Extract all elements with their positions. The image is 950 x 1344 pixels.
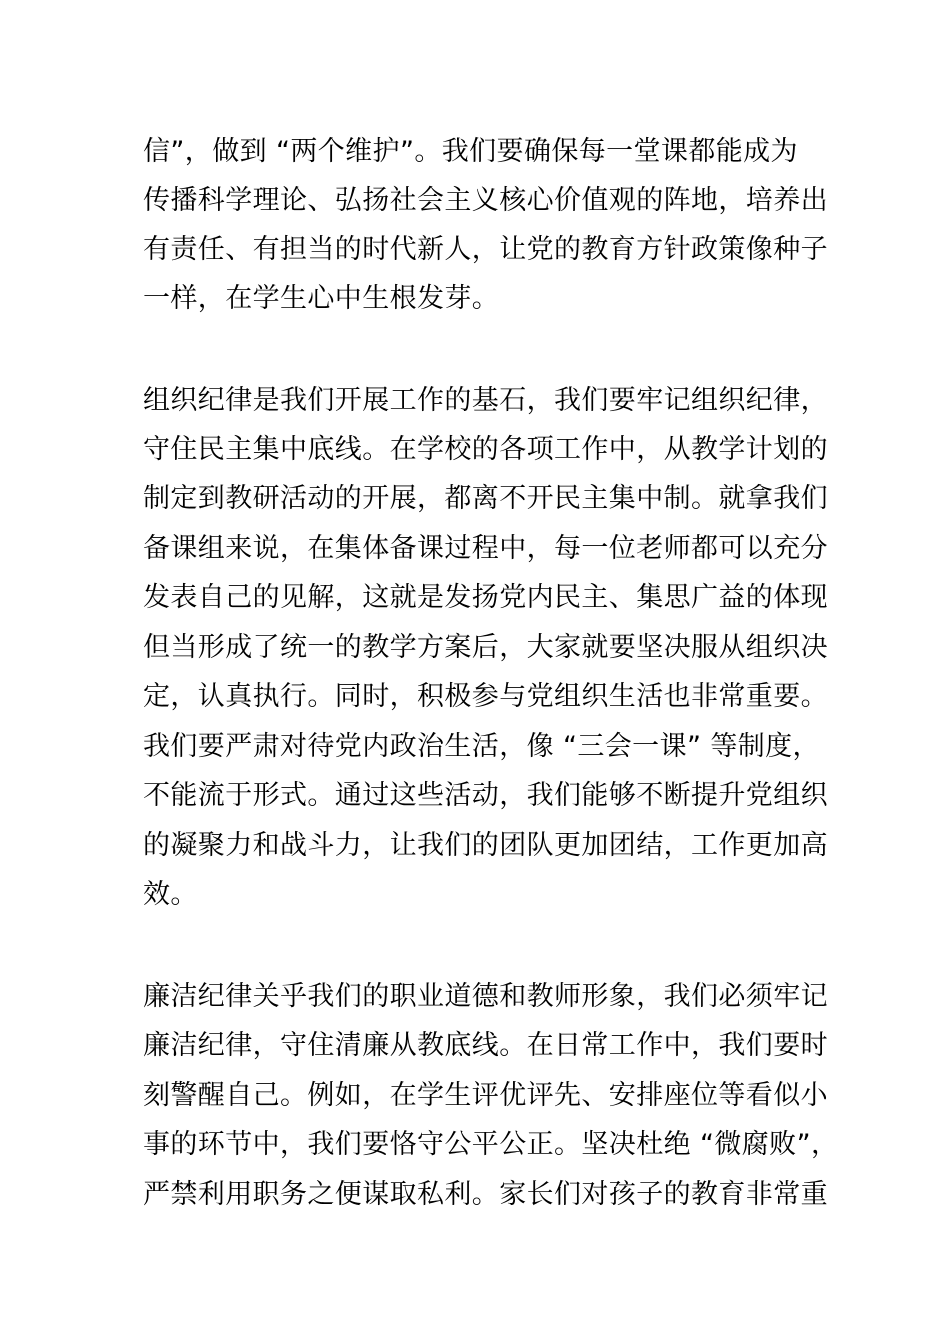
text-line: 但当形成了统一的教学方案后，大家就要坚决服从组织决 <box>143 632 828 663</box>
text-line: 守住民主集中底线。在学校的各项工作中，从教学计划的 <box>143 434 828 465</box>
text-line: 刻警醒自己。例如，在学生评优评先、安排座位等看似小 <box>143 1080 828 1111</box>
text-line: 的凝聚力和战斗力，让我们的团队更加团结，工作更加高 <box>143 830 828 861</box>
text-line: 组织纪律是我们开展工作的基石，我们要牢记组织纪律， <box>143 385 828 416</box>
text-line: 我们要严肃对待党内政治生活，像 “三会一课” 等制度， <box>143 731 820 762</box>
text-line: 传播科学理论、弘扬社会主义核心价值观的阵地，培养出 <box>143 185 828 216</box>
text-line: 制定到教研活动的开展，都离不开民主集中制。就拿我们 <box>143 483 828 514</box>
text-line: 严禁利用职务之便谋取私利。家长们对孩子的教育非常重 <box>143 1179 828 1210</box>
text-line: 备课组来说，在集体备课过程中，每一位老师都可以充分 <box>143 533 828 564</box>
text-line: 定，认真执行。同时，积极参与党组织生活也非常重要。 <box>143 681 828 712</box>
text-line: 一样，在学生心中生根发芽。 <box>143 283 500 314</box>
text-line: 廉洁纪律，守住清廉从教底线。在日常工作中，我们要时 <box>143 1030 828 1061</box>
text-line: 事的环节中，我们要恪守公平公正。坚决杜绝 “微腐败”， <box>143 1129 839 1160</box>
text-line: 廉洁纪律关乎我们的职业道德和教师形象，我们必须牢记 <box>143 981 828 1012</box>
text-line: 发表自己的见解，这就是发扬党内民主、集思广益的体现 <box>143 582 828 613</box>
text-line: 信”，做到 “两个维护”。我们要确保每一堂课都能成为 <box>143 136 798 167</box>
text-line: 效。 <box>143 879 198 910</box>
text-line: 有责任、有担当的时代新人，让党的教育方针政策像种子 <box>143 234 828 265</box>
text-line: 不能流于形式。通过这些活动，我们能够不断提升党组织 <box>143 780 828 811</box>
